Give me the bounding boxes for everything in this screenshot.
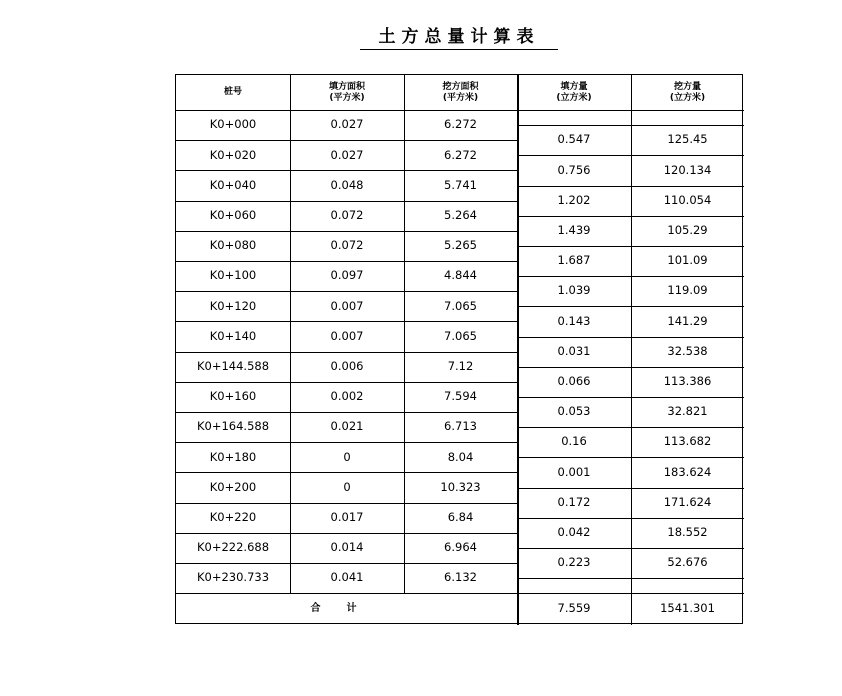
total-label: 合计: [310, 603, 383, 615]
volume-cell-fill: 0.547: [557, 132, 591, 147]
station-cell-cut-area: 6.272: [444, 147, 477, 162]
station-cell-cut-area: 6.272: [444, 117, 477, 132]
volume-cell-fill: 0.053: [557, 404, 591, 419]
header-cut-area-unit: (平方米): [442, 92, 479, 103]
station-cell-cut-area: 7.594: [444, 389, 477, 404]
station-cell-cut-area: 5.265: [444, 238, 477, 253]
station-cell-fill-area: 0.014: [330, 540, 364, 555]
header-station: [176, 75, 290, 110]
header-cut-volume-unit: (立方米): [669, 92, 706, 103]
volume-cell-cut: 113.682: [663, 434, 712, 449]
row-divider-left: [176, 503, 517, 504]
station-cell-fill-area: 0.017: [330, 509, 364, 524]
station-cell-cut-area: 6.713: [444, 419, 477, 434]
col-divider: [631, 75, 632, 625]
volume-cell-cut: 32.538: [667, 343, 708, 358]
volume-cell-cut: 52.676: [667, 555, 708, 570]
station-cell-cut-area: 4.844: [444, 268, 477, 283]
volume-cell-cut: 32.821: [667, 404, 708, 419]
header-cut-volume: [631, 75, 744, 110]
station-cell-station: K0+220: [209, 509, 257, 524]
volume-cell-cut: 101.09: [667, 253, 708, 268]
station-cell-station: K0+200: [209, 479, 257, 494]
station-cell-fill-area: 0.072: [330, 207, 364, 222]
col-divider-main: [517, 75, 519, 625]
volume-cell-cut: 119.09: [667, 283, 708, 298]
station-cell-station: K0+000: [209, 117, 257, 132]
station-cell-fill-area: 0.097: [330, 268, 364, 283]
header-divider: [176, 110, 744, 111]
station-cell-fill-area: 0.027: [330, 117, 364, 132]
header-cut-area-label: 挖方面积: [442, 82, 479, 93]
volume-cell-cut: 171.624: [663, 494, 712, 509]
station-cell-cut-area: 10.323: [440, 479, 481, 494]
row-divider-left: [176, 352, 517, 353]
station-cell-fill-area: 0.002: [330, 389, 364, 404]
station-cell-fill-area: 0.072: [330, 238, 364, 253]
row-divider-left: [176, 321, 517, 322]
row-divider-left: [176, 291, 517, 292]
station-cell-fill-area: 0.021: [330, 419, 364, 434]
volume-cell-fill: 0.143: [557, 313, 591, 328]
station-cell-cut-area: 7.12: [447, 358, 474, 373]
station-cell-station: K0+060: [209, 207, 257, 222]
row-divider-left: [176, 201, 517, 202]
row-divider-left: [176, 472, 517, 473]
title-underline: [360, 49, 558, 50]
station-cell-station: K0+230.733: [196, 570, 270, 585]
total-cut-volume: 1541.301: [660, 601, 715, 616]
volume-cell-fill: 1.439: [557, 223, 591, 238]
header-fill-area: [290, 75, 404, 110]
volume-cell-cut: 125.45: [667, 132, 708, 147]
station-cell-station: K0+222.688: [196, 540, 270, 555]
volume-cell-fill: 1.202: [557, 192, 591, 207]
station-cell-fill-area: 0.006: [330, 358, 364, 373]
volume-cell-cut: 105.29: [667, 223, 708, 238]
row-divider-left: [176, 563, 517, 564]
station-cell-fill-area: 0.027: [330, 147, 364, 162]
row-divider-left: [176, 170, 517, 171]
earthwork-table: [175, 74, 743, 624]
volume-cell-cut: 183.624: [663, 464, 712, 479]
volume-cell-fill: 0.066: [557, 374, 591, 389]
volume-cell-fill: 0.042: [557, 525, 591, 540]
volume-cell-fill: 0.756: [557, 162, 591, 177]
volume-cell-fill: 0.16: [561, 434, 587, 449]
row-divider-left: [176, 442, 517, 443]
header-fill-volume: [517, 75, 631, 110]
station-cell-cut-area: 7.065: [444, 298, 477, 313]
header-station-label: 桩号: [223, 87, 242, 98]
volume-cell-cut: 18.552: [667, 525, 708, 540]
volume-cell-cut: 113.386: [663, 374, 712, 389]
header-cut-area: [404, 75, 517, 110]
station-cell-cut-area: 7.065: [444, 328, 477, 343]
station-cell-cut-area: 6.132: [444, 570, 477, 585]
volume-cell-fill: 1.039: [557, 283, 591, 298]
station-cell-fill-area: 0.007: [330, 328, 364, 343]
header-fill-area-label: 填方面积: [328, 82, 365, 93]
station-cell-station: K0+120: [209, 298, 257, 313]
station-cell-station: K0+144.588: [196, 358, 270, 373]
total-fill-volume: 7.559: [557, 601, 591, 616]
station-cell-cut-area: 6.964: [444, 540, 477, 555]
station-cell-fill-area: 0.041: [330, 570, 364, 585]
station-cell-station: K0+180: [209, 449, 257, 464]
volume-cell-cut: 110.054: [663, 192, 712, 207]
row-divider-left: [176, 261, 517, 262]
station-cell-station: K0+020: [209, 147, 257, 162]
volume-cell-cut: 141.29: [667, 313, 708, 328]
row-divider-left: [176, 382, 517, 383]
row-divider-left: [176, 140, 517, 141]
row-divider-left: [176, 231, 517, 232]
station-cell-fill-area: 0: [343, 449, 351, 464]
station-cell-cut-area: 8.04: [447, 449, 474, 464]
col-divider: [290, 75, 291, 593]
station-cell-station: K0+140: [209, 328, 257, 343]
header-fill-area-unit: (平方米): [329, 92, 365, 103]
col-divider: [404, 75, 405, 593]
station-cell-cut-area: 6.84: [447, 509, 474, 524]
header-cut-volume-label: 挖方量: [673, 82, 701, 93]
station-cell-station: K0+100: [209, 268, 257, 283]
row-divider-left: [176, 412, 517, 413]
volume-cell-fill: 0.223: [557, 555, 591, 570]
station-cell-cut-area: 5.741: [444, 177, 477, 192]
station-cell-fill-area: 0.048: [330, 177, 364, 192]
header-fill-volume-unit: (立方米): [556, 92, 592, 103]
volume-cell-fill: 0.172: [557, 494, 591, 509]
station-cell-fill-area: 0.007: [330, 298, 364, 313]
station-cell-station: K0+160: [209, 389, 257, 404]
station-cell-station: K0+040: [209, 177, 257, 192]
volume-cell-cut: 120.134: [663, 162, 712, 177]
station-cell-station: K0+080: [209, 238, 257, 253]
row-divider-left: [176, 593, 517, 594]
volume-cell-fill: 1.687: [557, 253, 591, 268]
station-cell-station: K0+164.588: [196, 419, 270, 434]
volume-cell-fill: 0.031: [557, 343, 591, 358]
header-fill-volume-label: 填方量: [560, 82, 588, 93]
station-cell-cut-area: 5.264: [444, 207, 477, 222]
volume-cell-fill: 0.001: [557, 464, 591, 479]
page-title: 土方总量计算表: [378, 27, 540, 47]
row-divider-left: [176, 533, 517, 534]
station-cell-fill-area: 0: [343, 479, 351, 494]
